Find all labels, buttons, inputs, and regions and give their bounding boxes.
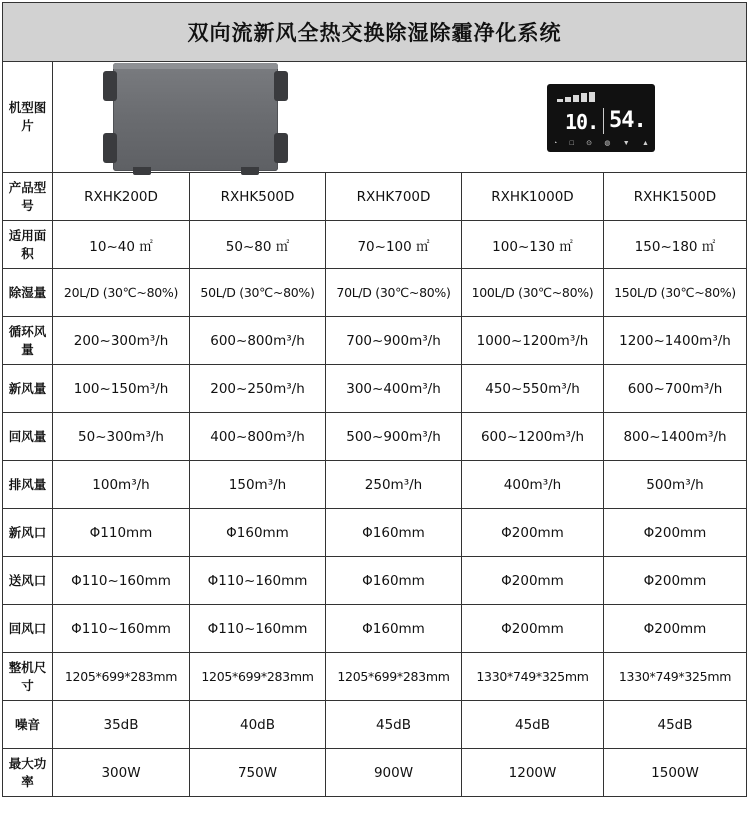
unit-top-edge [113,63,278,69]
page-title: 双向流新风全热交换除湿除霾净化系统 [3,3,747,62]
table-row [3,173,747,221]
table-cell: 100L/D (30℃~80%) [462,269,604,317]
row-label: 回风口 [3,605,53,653]
row-label: 噪音 [3,701,53,749]
table-cell: 700~900m³/h [326,317,462,365]
table-cell: 450~550m³/h [462,365,604,413]
table-cell: 500m³/h [604,461,747,509]
table-cell: 20L/D (30℃~80%) [53,269,190,317]
row-label: 除湿量 [3,269,53,317]
table-cell: Φ110~160mm [53,605,190,653]
unit-body [113,63,278,171]
table-cell: Φ200mm [604,557,747,605]
table-cell: 400m³/h [462,461,604,509]
table-cell: 100m³/h [53,461,190,509]
row-label: 新风口 [3,509,53,557]
row-label: 产品型号 [3,173,53,221]
table-cell: 70~100 ㎡ [326,221,462,269]
table-row [3,509,747,557]
table-cell: 250m³/h [326,461,462,509]
table-cell: 1205*699*283mm [53,653,190,701]
table-cell: 45dB [326,701,462,749]
table-cell: Φ160mm [326,509,462,557]
table-cell: 1500W [604,749,747,797]
row-label: 整机尺寸 [3,653,53,701]
row-label: 循环风量 [3,317,53,365]
control-panel-image [547,84,655,152]
table-cell: 1330*749*325mm [604,653,747,701]
table-cell: 1200W [462,749,604,797]
table-cell: 750W [190,749,326,797]
table-row [3,317,747,365]
row-label-image: 机型图片 [3,62,53,173]
row-label: 最大功率 [3,749,53,797]
table-cell: 150m³/h [190,461,326,509]
duct-port [103,71,117,101]
table-cell: 200~300m³/h [53,317,190,365]
ventilation-unit-image [103,63,288,171]
unit-foot [133,167,151,175]
row-label: 排风量 [3,461,53,509]
panel-buttons-icon: ◔ □ ⊙ ◍ ▼ ▲ [553,139,649,147]
table-cell: RXHK1500D [604,173,747,221]
table-row [3,365,747,413]
table-row [3,653,747,701]
table-cell: 600~1200m³/h [462,413,604,461]
table-cell: 300~400m³/h [326,365,462,413]
table-cell: Φ110~160mm [190,605,326,653]
table-cell: Φ110~160mm [53,557,190,605]
table-cell: 35dB [53,701,190,749]
row-label: 适用面积 [3,221,53,269]
table-cell: 50L/D (30℃~80%) [190,269,326,317]
table-cell: 600~700m³/h [604,365,747,413]
table-cell: 150~180 ㎡ [604,221,747,269]
table-cell: 500~900m³/h [326,413,462,461]
spec-rows [3,173,747,797]
display-right-value: 54. [609,108,646,133]
table-row [3,701,747,749]
table-cell: 600~800m³/h [190,317,326,365]
table-cell: 1330*749*325mm [462,653,604,701]
table-cell: Φ200mm [462,509,604,557]
unit-foot [241,167,259,175]
table-cell: 1205*699*283mm [190,653,326,701]
table-cell: Φ160mm [326,605,462,653]
table-cell: 50~80 ㎡ [190,221,326,269]
table-cell: RXHK200D [53,173,190,221]
table-cell: Φ160mm [190,509,326,557]
row-label: 回风量 [3,413,53,461]
table-row [3,605,747,653]
table-cell: Φ200mm [604,605,747,653]
table-cell: 150L/D (30℃~80%) [604,269,747,317]
table-cell: Φ200mm [462,557,604,605]
table-cell: 70L/D (30℃~80%) [326,269,462,317]
table-cell: RXHK1000D [462,173,604,221]
duct-port [274,71,288,101]
table-cell: 1200~1400m³/h [604,317,747,365]
table-row [3,749,747,797]
table-row [3,413,747,461]
duct-port [274,133,288,163]
table-cell: 50~300m³/h [53,413,190,461]
table-cell: 1000~1200m³/h [462,317,604,365]
table-cell: 100~150m³/h [53,365,190,413]
table-cell: RXHK500D [190,173,326,221]
table-cell: 200~250m³/h [190,365,326,413]
table-row [3,221,747,269]
table-cell: 300W [53,749,190,797]
table-cell: 1205*699*283mm [326,653,462,701]
row-label: 送风口 [3,557,53,605]
table-row [3,269,747,317]
table-cell: 45dB [462,701,604,749]
table-cell: Φ200mm [604,509,747,557]
table-cell: Φ110mm [53,509,190,557]
table-row [3,557,747,605]
row-label: 新风量 [3,365,53,413]
table-cell: 45dB [604,701,747,749]
table-cell: Φ110~160mm [190,557,326,605]
table-cell: Φ200mm [462,605,604,653]
display-left-value: 10. [565,110,599,134]
table-cell: 900W [326,749,462,797]
table-cell: 800~1400m³/h [604,413,747,461]
level-bars-icon [557,92,597,102]
table-cell: 40dB [190,701,326,749]
table-cell: 100~130 ㎡ [462,221,604,269]
table-cell: RXHK700D [326,173,462,221]
duct-port [103,133,117,163]
table-cell: Φ160mm [326,557,462,605]
table-row [3,461,747,509]
table-cell: 10~40 ㎡ [53,221,190,269]
table-cell: 400~800m³/h [190,413,326,461]
display-divider [603,108,604,134]
